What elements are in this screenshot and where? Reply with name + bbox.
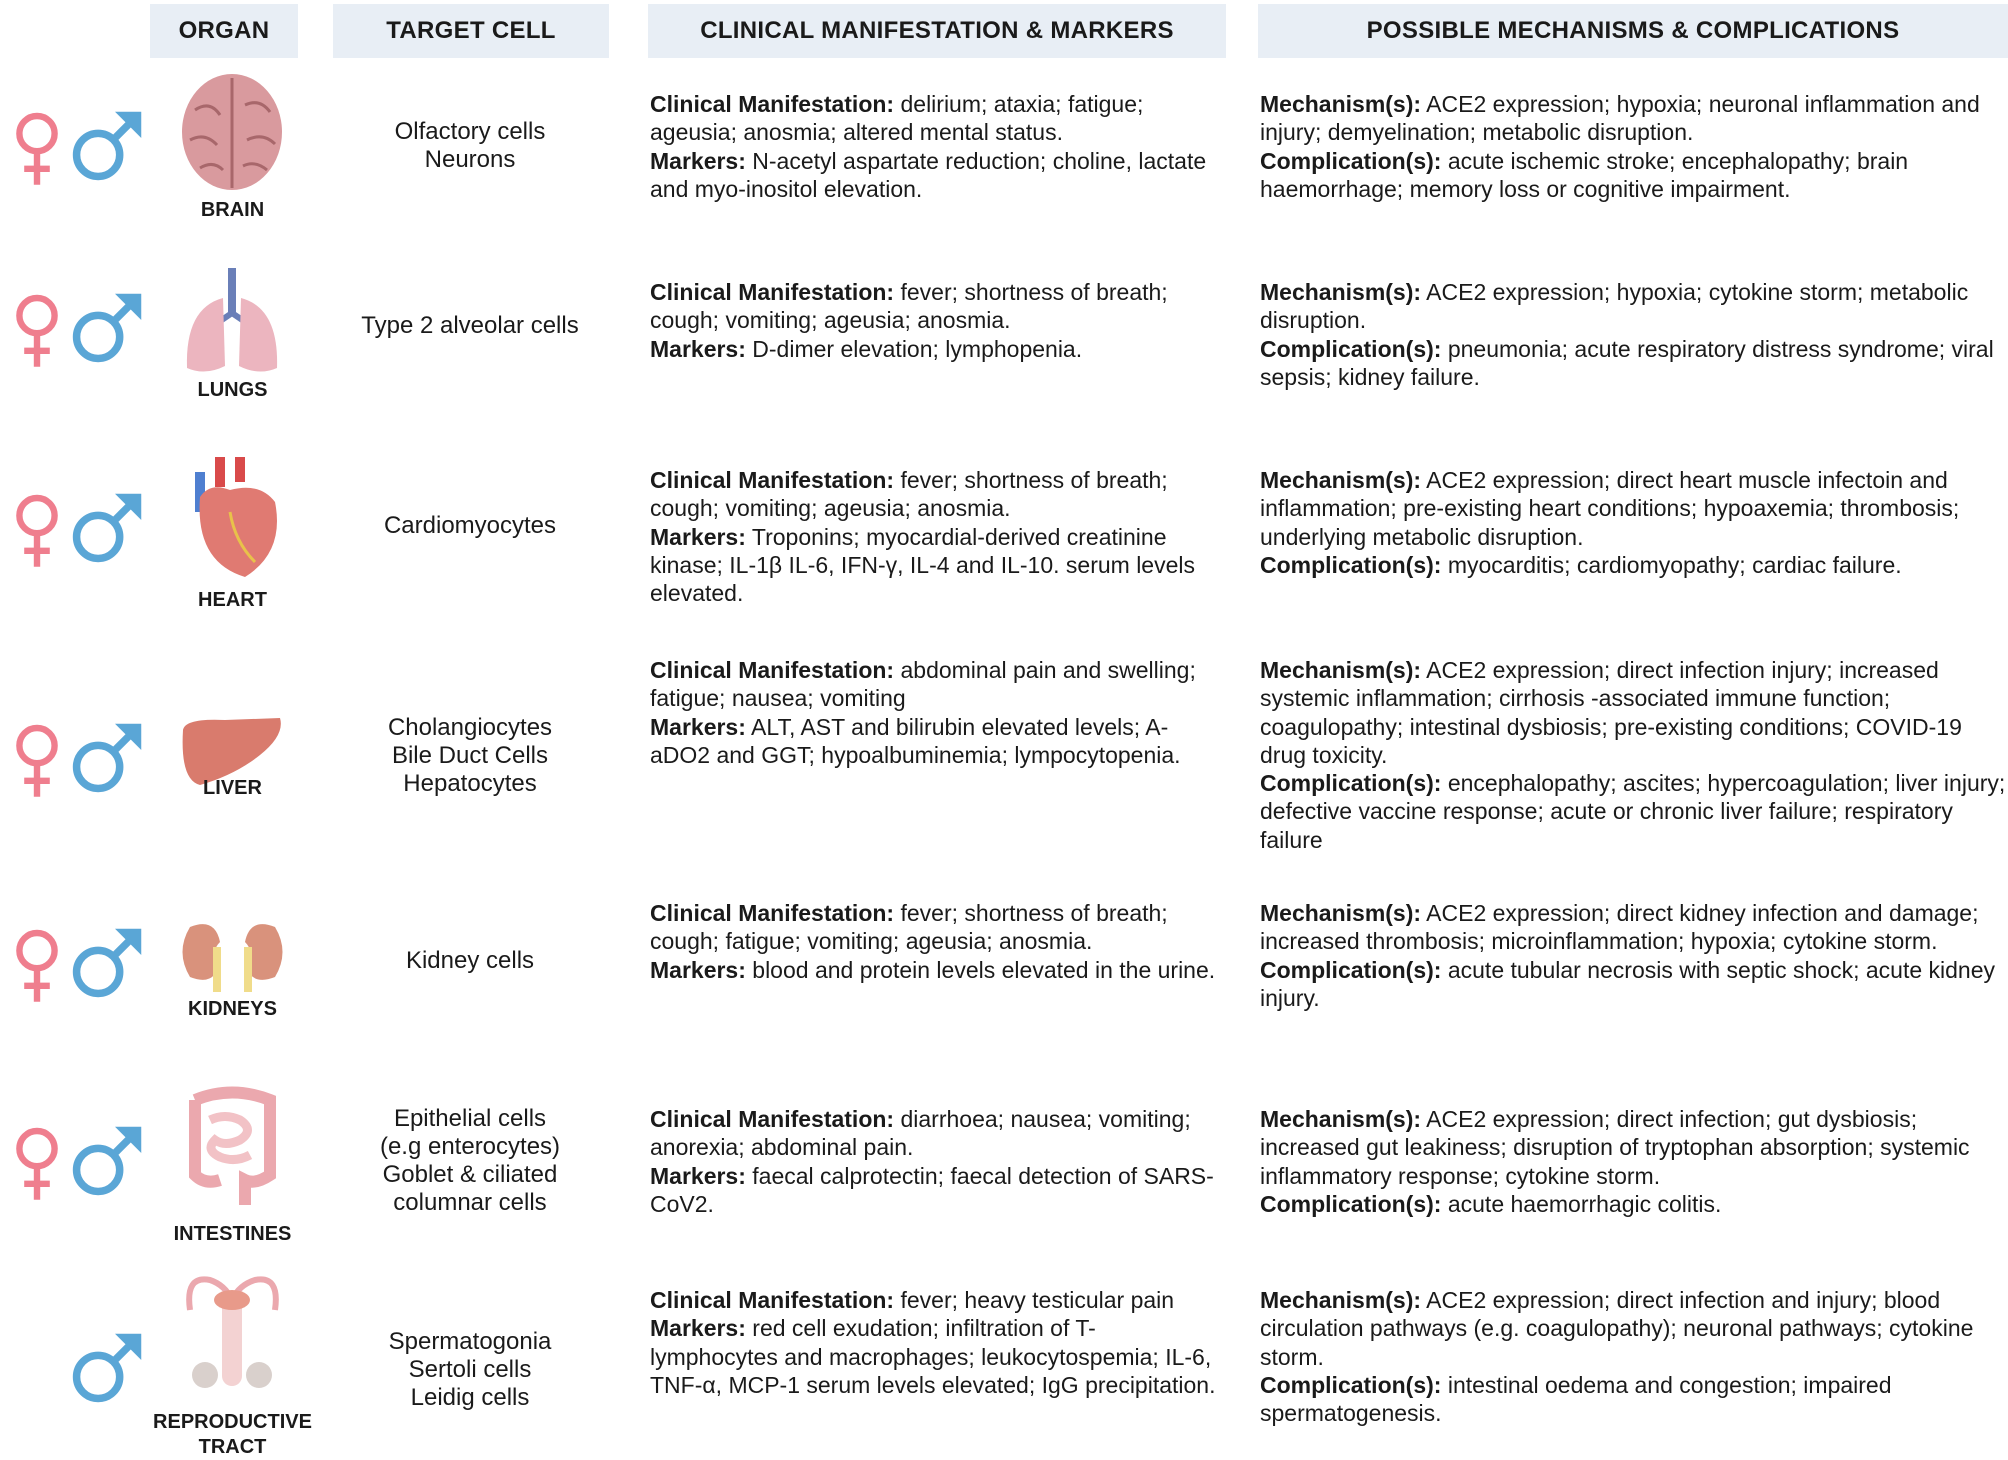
brain-icon bbox=[175, 70, 290, 195]
mechanism-text: Mechanism(s): ACE2 expression; direct infection and injury; blood circulation pathways (e.g. coagulopathy); neuronal pathways; cytokine storm. Complication(s): intestinal oedema and congestion; impaired spermatogenesis. bbox=[1260, 1287, 1974, 1427]
row-brain bbox=[0, 70, 2008, 240]
mechanism-text: Mechanism(s): ACE2 expression; hypoxia; neuronal inflammation and injury; demyelination; metabolic disruption. Complication(s): acute ischemic stroke; encephalopathy; brain haemorrhage; memory loss or cognitive impairment. bbox=[1260, 91, 1980, 202]
female-icon bbox=[12, 490, 62, 570]
male-icon bbox=[70, 1123, 145, 1198]
header-organ: ORGAN bbox=[150, 4, 298, 58]
organ-label: REPRODUCTIVE TRACT bbox=[153, 1411, 312, 1458]
mechanism-text: Mechanism(s): ACE2 expression; direct kidney infection and damage; increased thrombosis; microinflammation; hypoxia; cytokine storm. Complication(s): acute tubular necrosis with septic shock; acute kidney injury. bbox=[1260, 900, 1996, 1011]
male-icon bbox=[70, 490, 145, 565]
female-icon bbox=[12, 1123, 62, 1203]
clinical-text: Clinical Manifestation: diarrhoea; nausea; vomiting; anorexia; abdominal pain. Markers: faecal calprotectin; faecal detection of SARS-CoV2. bbox=[650, 1106, 1214, 1217]
male-icon bbox=[70, 925, 145, 1000]
row-liver bbox=[0, 650, 2008, 853]
clinical-text: Clinical Manifestation: delirium; ataxia; fatigue; ageusia; anosmia; altered mental status. Markers: N-acetyl aspartate reduction; choline, lactate and myo-inositol elevation. bbox=[650, 91, 1207, 202]
female-icon bbox=[12, 290, 62, 370]
organ-label: INTESTINES bbox=[173, 1223, 292, 1245]
male-reproductive-tract-icon bbox=[175, 1270, 290, 1395]
row-reproductive-tract bbox=[0, 1270, 2008, 1458]
female-icon bbox=[12, 108, 62, 188]
header-target-cell: TARGET CELL bbox=[333, 4, 609, 58]
target-cell: Kidney cells bbox=[405, 947, 535, 974]
clinical-text: Clinical Manifestation: abdominal pain and swelling; fatigue; nausea; vomiting Markers: ALT, AST and bilirubin elevated levels; A-aDO2 and GGT; hypoalbuminemia; lympocytopenia. bbox=[650, 657, 1196, 768]
organ-label: LUNGS bbox=[197, 379, 268, 401]
header-mechanisms: POSSIBLE MECHANISMS & COMPLICATIONS bbox=[1258, 4, 2008, 58]
kidneys-icon bbox=[175, 917, 290, 992]
row-intestines bbox=[0, 1085, 2008, 1255]
male-icon bbox=[70, 108, 145, 183]
organ-label: LIVER bbox=[203, 777, 262, 799]
male-icon bbox=[70, 1330, 145, 1405]
target-cell: Spermatogonia Sertoli cells Leidig cells bbox=[388, 1328, 552, 1411]
organ-label: KIDNEYS bbox=[188, 998, 277, 1020]
female-icon bbox=[12, 720, 62, 800]
clinical-text: Clinical Manifestation: fever; shortness of breath; cough; vomiting; ageusia; anosmia. Markers: D-dimer elevation; lymphopenia. bbox=[650, 279, 1168, 362]
row-kidneys bbox=[0, 895, 2008, 1055]
target-cell: Olfactory cells Neurons bbox=[394, 118, 546, 173]
male-icon bbox=[70, 720, 145, 795]
target-cell: Cholangiocytes Bile Duct Cells Hepatocytes bbox=[387, 714, 553, 797]
clinical-text: Clinical Manifestation: fever; heavy testicular pain Markers: red cell exudation; infiltration of T-lymphocytes and macrophages; leukocytospemia; IL-6, TNF-α, MCP-1 serum levels elevated; IgG precipitation. bbox=[650, 1287, 1216, 1398]
target-cell: Type 2 alveolar cells bbox=[361, 312, 579, 339]
mechanism-text: Mechanism(s): ACE2 expression; direct infection; gut dysbiosis; increased gut leakiness; disruption of tryptophan absorption; systemic inflammatory response; cytokine storm. Complication(s): acute haemorrhagic colitis. bbox=[1260, 1106, 1970, 1217]
organ-label: BRAIN bbox=[200, 199, 265, 221]
clinical-text: Clinical Manifestation: fever; shortness of breath; cough; vomiting; ageusia; anosmia. Markers: Troponins; myocardial-derived creatinine kinase; IL-1β IL-6, IFN-γ, IL-4 and IL-10. serum levels elevated. bbox=[650, 467, 1196, 607]
heart-icon bbox=[175, 452, 290, 582]
header-clinical: CLINICAL MANIFESTATION & MARKERS bbox=[648, 4, 1226, 58]
mechanism-text: Mechanism(s): ACE2 expression; hypoxia; cytokine storm; metabolic disruption. Complication(s): pneumonia; acute respiratory distress syndrome; viral sepsis; kidney failure. bbox=[1260, 279, 1994, 390]
row-heart bbox=[0, 450, 2008, 625]
target-cell: Epithelial cells (e.g enterocytes) Goblet & ciliated columnar cells bbox=[379, 1105, 561, 1216]
female-icon bbox=[12, 925, 62, 1005]
organ-label: HEART bbox=[198, 589, 267, 611]
lungs-icon bbox=[175, 268, 290, 378]
male-icon bbox=[70, 290, 145, 365]
clinical-text: Clinical Manifestation: fever; shortness of breath; cough; fatigue; vomiting; ageusia; anosmia. Markers: blood and protein levels elevated in the urine. bbox=[650, 900, 1216, 983]
mechanism-text: Mechanism(s): ACE2 expression; direct infection injury; increased systemic inflammation; cirrhosis -associated immune function; coagulopathy; intestinal dysbiosis; pre-existing conditions; COVID-19 drug toxicity. Complication(s): encephalopathy; ascites; hypercoagulation; liver injury; defective vaccine response; acute or chronic liver failure; respiratory failure bbox=[1260, 657, 2006, 853]
mechanism-text: Mechanism(s): ACE2 expression; direct heart muscle infectoin and inflammation; pre-existing heart conditions; hypoaxemia; thrombosis; underlying metabolic disruption. Complication(s): myocarditis; cardiomyopathy; cardiac failure. bbox=[1260, 467, 1960, 578]
intestines-icon bbox=[175, 1085, 290, 1205]
target-cell: Cardiomyocytes bbox=[383, 512, 557, 539]
row-lungs bbox=[0, 260, 2008, 410]
